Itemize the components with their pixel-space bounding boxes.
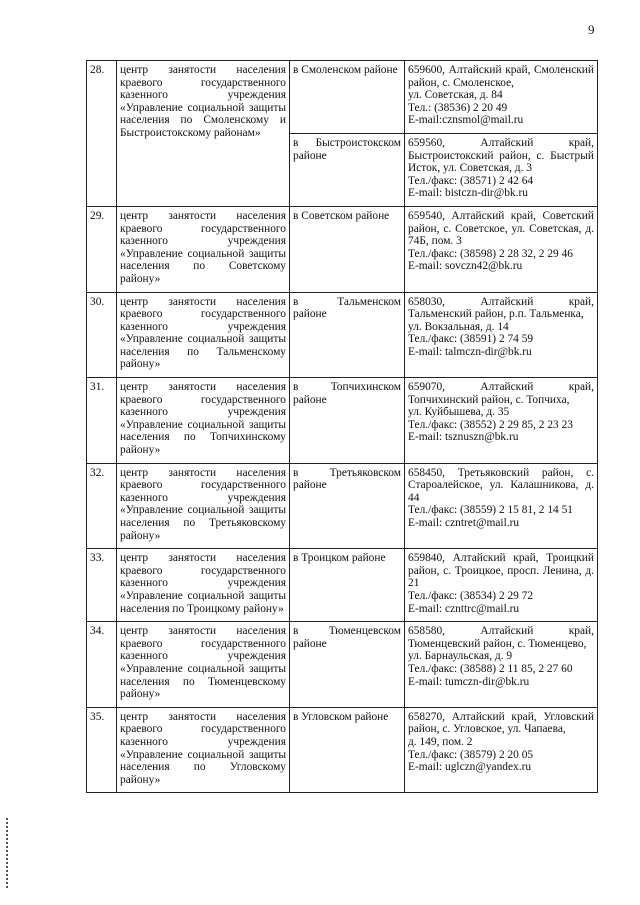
employment-centers-table <box>86 60 598 793</box>
table-body <box>87 61 598 793</box>
contact-address: 659600, Алтайский край, Смоленский район, с. Смоленское, ул. Советская, д. 84 Тел.: (38536) 2 20 49 E-mail:cznsmol@mail.ru <box>405 61 598 134</box>
table-row <box>87 61 598 134</box>
district-name: в Смоленском районе <box>290 61 405 134</box>
contact-address: 659070, Алтайский край, Топчихинский район, с. Топчиха, ул. Куйбышева, д. 35 Тел./факс: (38552) 2 29 85, 2 23 23 E-mail: tsznuszn@bk.ru <box>405 378 598 464</box>
binding-marks <box>6 818 10 888</box>
district-name: в Быстроистокском районе <box>290 133 405 206</box>
contact-address: 659840, Алтайский край, Троицкий район, с. Троицкое, просп. Ленина, д. 21 Тел./факс: (38534) 2 29 72 E-mail: cznttrc@mail.ru <box>405 549 598 622</box>
contact-address: 659540, Алтайский край, Советский район, с. Советское, ул. Советская, д. 74Б, пом. 3 Тел./факс: (38598) 2 28 32, 2 29 46 E-mail: sovczn42@bk.ru <box>405 206 598 292</box>
organization-name: центр занятости населения краевого государственного казенного учреждения «Управление социальной защиты населения по Троицкому району» <box>117 549 290 622</box>
contact-address: 658450, Третьяковский район, с. Староалейское, ул. Калашникова, д. 44 Тел./факс: (38559) 2 15 81, 2 14 51 E-mail: czntret@mail.ru <box>405 463 598 549</box>
row-number: 30. <box>87 292 117 378</box>
district-name: в Угловском районе <box>290 707 405 793</box>
table-row <box>87 378 598 464</box>
row-number: 34. <box>87 622 117 708</box>
page-number: 9 <box>588 22 595 37</box>
organization-name: центр занятости населения краевого государственного казенного учреждения «Управление социальной защиты населения по Смоленскому и Быстроистокскому районам» <box>117 61 290 207</box>
district-name: в Тальменском районе <box>290 292 405 378</box>
contact-address: 659560, Алтайский край, Быстроистокский район, с. Быстрый Исток, ул. Советская, д. 3 Тел./факс: (38571) 2 42 64 E-mail: bistczn-dir@bk.ru <box>405 133 598 206</box>
district-name: в Тюменцевском районе <box>290 622 405 708</box>
table-row <box>87 707 598 793</box>
organization-name: центр занятости населения краевого государственного казенного учреждения «Управление социальной защиты населения по Тальменскому району» <box>117 292 290 378</box>
district-name: в Топчихинском районе <box>290 378 405 464</box>
district-name: в Советском районе <box>290 206 405 292</box>
contact-address: 658580, Алтайский край, Тюменцевский район, с. Тюменцево, ул. Барнаульская, д. 9 Тел./факс: (38588) 2 11 85, 2 27 60 E-mail: tumczn-dir@bk.ru <box>405 622 598 708</box>
row-number: 32. <box>87 463 117 549</box>
organization-name: центр занятости населения краевого государственного казенного учреждения «Управление социальной защиты населения по Советскому району» <box>117 206 290 292</box>
district-name: в Троицком районе <box>290 549 405 622</box>
table-row <box>87 463 598 549</box>
organization-name: центр занятости населения краевого государственного казенного учреждения «Управление социальной защиты населения по Тюменцевскому району» <box>117 622 290 708</box>
table-row <box>87 292 598 378</box>
table-row <box>87 206 598 292</box>
contact-address: 658030, Алтайский край, Тальменский район, р.п. Тальменка, ул. Вокзальная, д. 14 Тел./факс: (38591) 2 74 59 E-mail: talmczn-dir@bk.ru <box>405 292 598 378</box>
organization-name: центр занятости населения краевого государственного казенного учреждения «Управление социальной защиты населения по Топчихинскому району» <box>117 378 290 464</box>
contact-address: 658270, Алтайский край, Угловский район, с. Угловское, ул. Чапаева, д. 149, пом. 2 Тел./факс: (38579) 2 20 05 E-mail: uglczn@yandex.ru <box>405 707 598 793</box>
row-number: 35. <box>87 707 117 793</box>
organization-name: центр занятости населения краевого государственного казенного учреждения «Управление социальной защиты населения по Угловскому району» <box>117 707 290 793</box>
table-row <box>87 622 598 708</box>
table-row <box>87 549 598 622</box>
district-name: в Третьяковском районе <box>290 463 405 549</box>
row-number: 31. <box>87 378 117 464</box>
organization-name: центр занятости населения краевого государственного казенного учреждения «Управление социальной защиты населения по Третьяковскому району» <box>117 463 290 549</box>
row-number: 28. <box>87 61 117 207</box>
row-number: 29. <box>87 206 117 292</box>
row-number: 33. <box>87 549 117 622</box>
